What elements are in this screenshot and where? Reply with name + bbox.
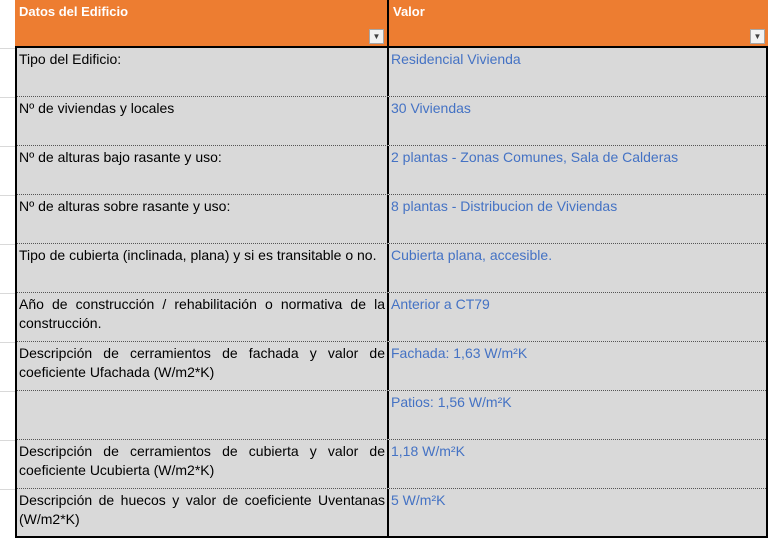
value-cell[interactable]: Cubierta plana, accesible. [391, 247, 553, 263]
chevron-down-icon[interactable]: ▼ [369, 29, 384, 44]
table-row [17, 97, 766, 146]
label-cell[interactable]: Nº de alturas bajo rasante y uso: [17, 146, 389, 194]
header-label: Valor [393, 4, 425, 19]
label-cell[interactable]: Descripción de cerramientos de fachada y valor de coeficiente Ufachada (W/m2*K) [17, 342, 389, 390]
header-datos-del-edificio[interactable] [15, 0, 389, 46]
label-cell[interactable] [17, 391, 389, 439]
label-cell[interactable]: Tipo de cubierta (inclinada, plana) y si es transitable o no. [17, 244, 389, 292]
value-cell[interactable]: Fachada: 1,63 W/m²K [391, 345, 528, 361]
label-cell[interactable]: Año de construcción / rehabilitación o normativa de la construcción. [17, 293, 389, 341]
table-body [15, 48, 768, 538]
value-cell[interactable]: Anterior a CT79 [391, 296, 490, 312]
value-cell[interactable]: 5 W/m²K [391, 492, 446, 508]
label-cell[interactable]: Descripción de cerramientos de cubierta y valor de coeficiente Ucubierta (W/m2*K) [17, 440, 389, 488]
label-cell[interactable]: Nº de viviendas y locales [17, 97, 389, 145]
table-row [17, 195, 766, 244]
header-label: Datos del Edificio [19, 4, 129, 19]
value-cell[interactable]: 30 Viviendas [391, 100, 471, 116]
table-row [17, 342, 766, 391]
value-cell[interactable]: 2 plantas - Zonas Comunes, Sala de Calderas [391, 149, 679, 165]
row-gutter [0, 0, 16, 538]
table-header [15, 0, 768, 48]
value-cell[interactable]: 1,18 W/m²K [391, 443, 465, 459]
header-valor[interactable] [389, 0, 768, 46]
table-row [17, 146, 766, 195]
table-row [17, 489, 766, 537]
value-cell[interactable]: Patios: 1,56 W/m²K [391, 394, 512, 410]
value-cell[interactable]: 8 plantas - Distribucion de Viviendas [391, 198, 618, 214]
table-row [17, 244, 766, 293]
label-cell[interactable]: Tipo del Edificio: [17, 48, 389, 96]
chevron-down-icon[interactable]: ▼ [750, 29, 765, 44]
table-row [17, 293, 766, 342]
value-cell[interactable]: Residencial Vivienda [391, 51, 521, 67]
building-data-table [15, 0, 768, 538]
table-row [17, 391, 766, 440]
table-row [17, 48, 766, 97]
table-row [17, 440, 766, 489]
label-cell[interactable]: Nº de alturas sobre rasante y uso: [17, 195, 389, 243]
label-cell[interactable]: Descripción de huecos y valor de coeficiente Uventanas (W/m2*K) [17, 489, 389, 537]
